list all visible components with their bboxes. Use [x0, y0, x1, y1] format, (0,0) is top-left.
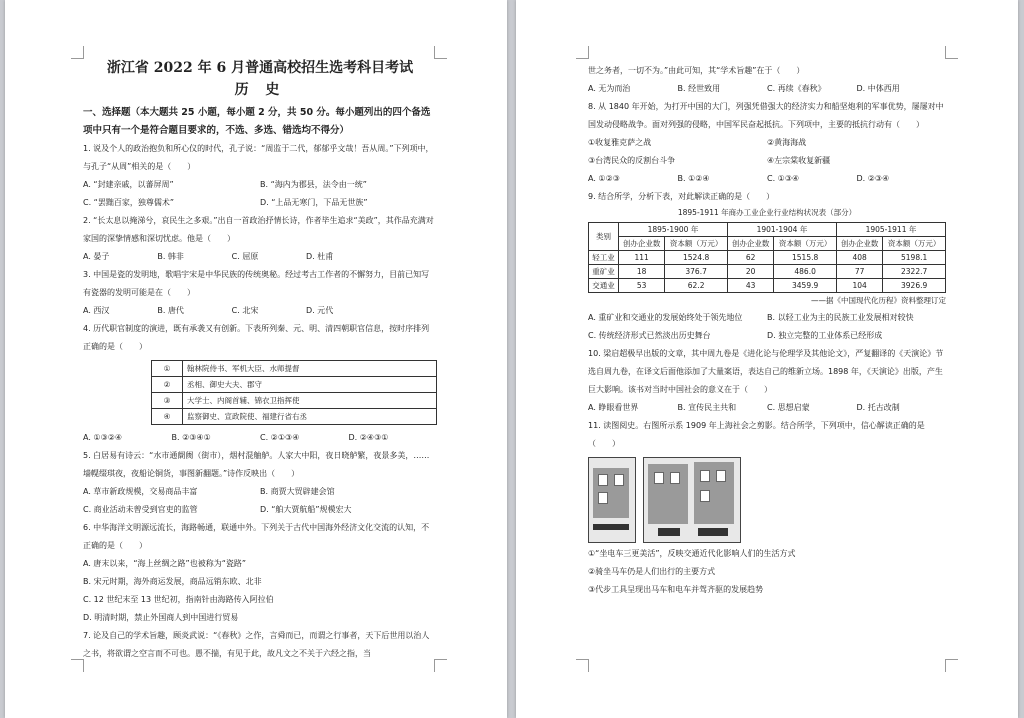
- option-c: C. 屈原: [231, 252, 259, 261]
- cell: 2322.7: [883, 265, 946, 279]
- option-b: B. ①②④: [677, 174, 710, 183]
- question-4-table: [151, 360, 437, 425]
- question-8-stem: 8. 从 1840 年开始，为打开中国的大门，列强凭借强大的经济实力和船坚炮利的军事优势，屡屡对中国发动侵略战争。面对列强的侵略，中国军民奋起抵抗。下列项中，主要的抵抗行动有（ ）: [588, 102, 944, 129]
- shanghai-1909-street-illustration: [643, 457, 741, 543]
- question-8-options: [588, 170, 946, 188]
- row-text: 监察御史、宣政院使、福建行省右丞: [183, 409, 437, 425]
- option-a: A. ①③②④: [83, 433, 123, 442]
- question-2-options: [83, 248, 437, 266]
- option-c: C. “罢黜百家，独尊儒术”: [83, 198, 174, 207]
- question-4-options: [83, 429, 437, 447]
- col-capital: 资本额（万元）: [883, 237, 946, 251]
- question-8-items: [588, 134, 946, 170]
- question-3-stem: 3. 中国是瓷的发明地，歌唱宇宋是中华民族的传统奥秘。经过考古工作者的不懈努力，目前已知写有瓷器的发明可能是在（ ）: [83, 270, 430, 297]
- section-heading: 一、选择题（本大题共 25 小题，每小题 2 分，共 50 分。每小题列出的四个备选项中只有一个是符合题目要求的，不选、多选、错选均不得分）: [83, 107, 431, 136]
- question-11-images: [588, 457, 946, 543]
- option-b: B. ②③④①: [171, 433, 211, 442]
- cell: 104: [836, 279, 882, 293]
- cell: 486.0: [774, 265, 837, 279]
- cell: 3459.9: [774, 279, 837, 293]
- option-d: D. ②④③①: [348, 433, 389, 442]
- street-scene-illustration: [588, 457, 636, 543]
- cell: 1524.8: [665, 251, 728, 265]
- table-source: ——据《中国现代化历程》资料整理订定: [811, 296, 946, 305]
- cell: 62: [727, 251, 773, 265]
- question-7-continued: 世之务者，一切不为。”由此可知，其“学术旨趣”在于（ ）: [588, 66, 805, 75]
- option-c: C. ②①③④: [260, 433, 300, 442]
- col-capital: 资本额（万元）: [665, 237, 728, 251]
- question-3-options: [83, 302, 437, 320]
- question-5-stem: 5. 白居易有诗云：“水市通阛阓（街市），烟村混舳舻。人家大中阳，夜日晓舻繁，夜景多美，……墙幌缀琪夜，夜船论铜货，事图新翻题。”诗作反映出（ ）: [83, 451, 430, 478]
- exam-title: 浙江省 2022 年 6 月普通高校招生选考科目考试: [106, 60, 414, 76]
- option-b: B. 以轻工业为主的民族工业发展相对较快: [767, 313, 914, 322]
- question-1-options: [83, 176, 437, 212]
- cell: 62.2: [665, 279, 728, 293]
- question-9-stem: 9. 结合所学，分析下表，对此解读正确的是（ ）: [588, 192, 775, 201]
- option-d: D. ②③④: [856, 174, 890, 183]
- row-number: ②: [152, 377, 183, 393]
- cell: 53: [618, 279, 664, 293]
- table-row: [589, 279, 946, 293]
- question-11-item-2: ②骑坐马车仍是人们出行的主要方式: [588, 567, 716, 576]
- cell: 20: [727, 265, 773, 279]
- item-1: ①收复雅克萨之战: [588, 138, 652, 147]
- row-text: 大学士、内阁首辅、锦衣卫指挥使: [183, 393, 437, 409]
- cell: 18: [618, 265, 664, 279]
- table-caption: 1895-1911 年商办工业企业行业结构状况表（部分）: [677, 208, 857, 217]
- question-10-stem: 10. 梁启超极早出版的文章，其中周九卷是《进化论与伦理学及其他论文》，严复翻译的《天演论》节选自周九卷，在译文后面他添加了大量案语，表达自己的维新立场。1898 年，《天演论》出版，产生巨大影响。该书对当时中国社会的意义在于（ ）: [588, 349, 944, 394]
- option-c: C. ①③④: [767, 174, 800, 183]
- exam-subject: 历 史: [234, 82, 286, 98]
- cell: 408: [836, 251, 882, 265]
- option-a: A. 草市新政规模，交易商品丰富: [83, 487, 198, 496]
- option-a: A. 晏子: [83, 252, 110, 261]
- question-7-options: [588, 80, 946, 98]
- option-d: D. “上品无寒门，下品无世族”: [260, 198, 368, 207]
- option-d: D. 杜甫: [305, 252, 334, 261]
- question-11-item-1: ①“坐电车三更美活”，反映交通近代化影响人们的生活方式: [588, 549, 796, 558]
- col-capital: 资本额（万元）: [774, 237, 837, 251]
- option-a: A. 无为而治: [588, 84, 631, 93]
- option-d: D. 明清时期，禁止外国商人到中国进行贸易: [83, 613, 239, 622]
- question-7-stem: 7. 论及自己的学术旨趣，顾炎武说：“《春秋》之作，言舜而已，而谓之行事者，天下后世用以治人之书，将欲谓之空言而不可也。愚不揣，有见于此，故凡文之不关于六经之指，当: [83, 631, 430, 658]
- option-d: D. 托古改制: [856, 403, 900, 412]
- option-c: C. 12 世纪末至 13 世纪初，指南针由海路传入阿拉伯: [83, 595, 274, 604]
- item-4: ④左宗棠收复新疆: [767, 156, 831, 165]
- option-a: A. 唐末以来，“海上丝绸之路”也被称为“瓷路”: [83, 559, 246, 568]
- cell: 111: [618, 251, 664, 265]
- cell: 77: [836, 265, 882, 279]
- cell: 1515.8: [774, 251, 837, 265]
- row-label: 轻工业: [589, 251, 619, 265]
- period-header: 1901-1904 年: [727, 223, 836, 237]
- cell: 376.7: [665, 265, 728, 279]
- table-row: [152, 393, 437, 409]
- question-11-item-3: ③代步工具呈现出马车和电车并驾齐驱的发展趋势: [588, 585, 764, 594]
- document-page-1: [5, 0, 507, 718]
- col-category: 类别: [589, 223, 619, 251]
- option-c: C. 商业活动未曾受到官吏的监管: [83, 505, 198, 514]
- table-row: [152, 409, 437, 425]
- option-c: C. 传统经济形式已然淡出历史舞台: [588, 331, 711, 340]
- option-a: A. “封建亲戚，以蕃屏周”: [83, 180, 174, 189]
- row-label: 交通业: [589, 279, 619, 293]
- item-2: ②黄海海战: [767, 138, 807, 147]
- option-b: B. 商贾大贸辟建会馆: [260, 487, 335, 496]
- row-number: ④: [152, 409, 183, 425]
- option-b: B. 宣传民主共和: [677, 403, 737, 412]
- question-1-stem: 1. 说及个人的政治抱负和所心仪的时代，孔子说：“周监于二代，郁郁乎文哉！吾从周。”下列项中，与孔子“从周”相关的是（ ）: [83, 144, 434, 171]
- option-c: C. 思想启蒙: [767, 403, 810, 412]
- row-number: ③: [152, 393, 183, 409]
- row-label: 重矿业: [589, 265, 619, 279]
- table-header-row: [589, 223, 946, 237]
- table-row: [589, 265, 946, 279]
- question-5-options: [83, 483, 437, 519]
- option-b: B. “海内为郡县，法令由一统”: [260, 180, 367, 189]
- table-header-row: [589, 237, 946, 251]
- cell: 3926.9: [883, 279, 946, 293]
- document-page-2: [516, 0, 1018, 718]
- question-9-table: [588, 222, 946, 293]
- row-text: 翰林院侍书、军机大臣、水师提督: [183, 361, 437, 377]
- question-2-stem: 2. “长太息以掩涕兮，哀民生之多艰。”出自一首政治抒情长诗，作者毕生追求“美政”，其作品充满对家国的深挚情感和深切忧虑。他是（ ）: [83, 216, 434, 243]
- option-b: B. 唐代: [157, 306, 184, 315]
- period-header: 1905-1911 年: [836, 223, 945, 237]
- row-text: 丞相、御史大夫、郡守: [183, 377, 437, 393]
- corner-mark: [576, 46, 589, 59]
- col-count: 创办企业数: [618, 237, 664, 251]
- option-a: A. 西汉: [83, 306, 110, 315]
- question-4-stem: 4. 历代职官制度的演进，既有承袭又有创新。下表所列秦、元、明、清四朝职官信息，按时序排列正确的是（ ）: [83, 324, 430, 351]
- cell: 43: [727, 279, 773, 293]
- option-c: C. 再续《春秋》: [767, 84, 826, 93]
- item-3: ③台湾民众的反割台斗争: [588, 156, 676, 165]
- corner-mark: [945, 659, 958, 672]
- option-d: D. 中体西用: [856, 84, 900, 93]
- option-a: A. ①②③: [588, 174, 620, 183]
- question-9-options: [588, 309, 946, 345]
- option-a: A. 睁眼看世界: [588, 403, 639, 412]
- option-c: C. 北宋: [231, 306, 259, 315]
- table-row: [589, 251, 946, 265]
- col-count: 创办企业数: [727, 237, 773, 251]
- option-b: B. 韩非: [157, 252, 184, 261]
- option-d: D. “舶大贾航船”规模宏大: [260, 505, 352, 514]
- cell: 5198.1: [883, 251, 946, 265]
- option-b: B. 经世致用: [677, 84, 721, 93]
- option-b: B. 宋元时期，海外商运发展，商品远销东欧、北非: [83, 577, 262, 586]
- period-header: 1895-1900 年: [618, 223, 727, 237]
- col-count: 创办企业数: [836, 237, 882, 251]
- option-d: D. 独立完整的工业体系已经形成: [767, 331, 883, 340]
- question-10-options: [588, 399, 946, 417]
- table-row: [152, 361, 437, 377]
- row-number: ①: [152, 361, 183, 377]
- corner-mark: [945, 46, 958, 59]
- option-d: D. 元代: [305, 306, 334, 315]
- option-a: A. 重矿业和交通业的发展始终处于领先地位: [588, 313, 743, 322]
- table-row: [152, 377, 437, 393]
- question-11-stem: 11. 读图阅史。右图所示系 1909 年上海社会之剪影。结合所学，下列项中，信心解读正确的是（ ）: [588, 421, 925, 448]
- corner-mark: [576, 659, 589, 672]
- question-6-stem: 6. 中华海洋文明源远流长，海路畅通，联通中外。下列关于古代中国海外经济文化交流的认知，不正确的是（ ）: [83, 523, 430, 550]
